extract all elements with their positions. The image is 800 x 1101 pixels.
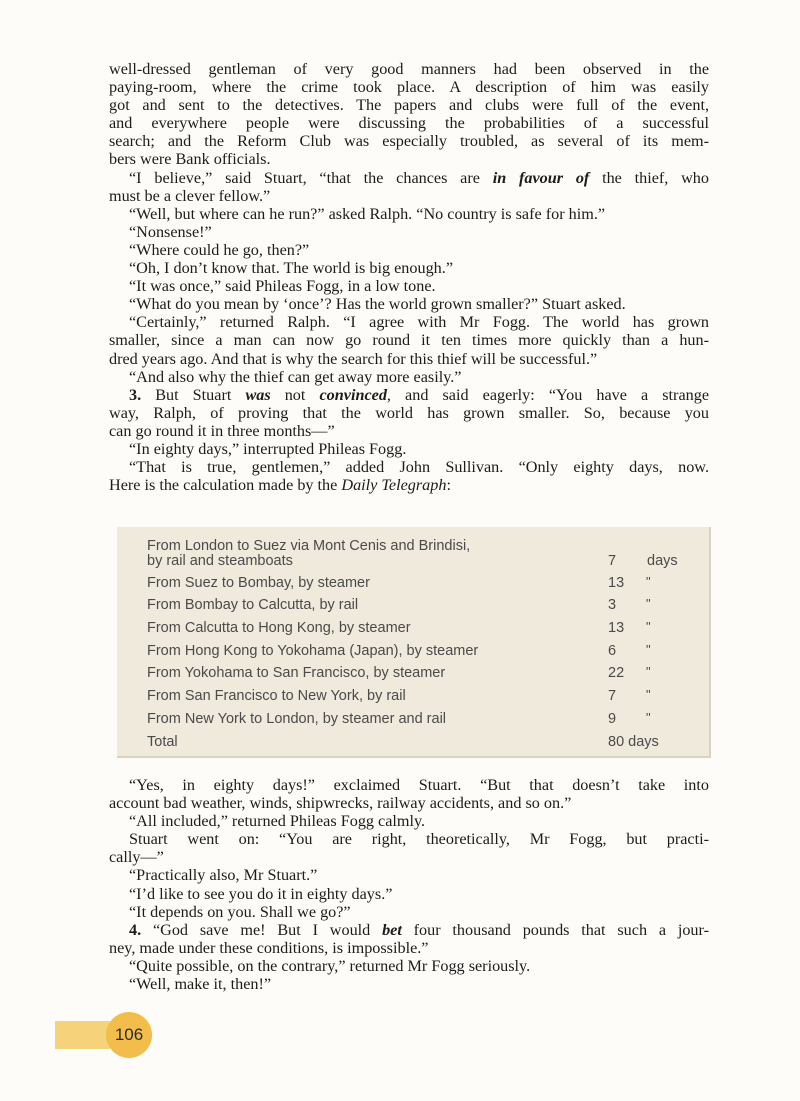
text-line: search; and the Reform Club was especially troubled, as several of its mem- <box>109 132 709 151</box>
route-cell: From Suez to Bombay, by steamer <box>147 575 370 591</box>
text-line: smaller, since a man can now go round it ten times more quickly than a hun- <box>109 331 709 350</box>
route-cell: From New York to London, by steamer and rail <box>147 711 447 727</box>
text-line: “In eighty days,” interrupted Phileas Fogg. <box>129 439 407 458</box>
days-cell: 6 <box>608 643 617 659</box>
text-line: “Certainly,” returned Ralph. “I agree with Mr Fogg. The world has grown <box>129 313 709 332</box>
text-line: “Oh, I don’t know that. The world is big enough.” <box>129 259 454 278</box>
text-line: “All included,” returned Phileas Fogg calmly. <box>129 812 426 831</box>
total-label: Total <box>147 734 178 750</box>
text-line: “I believe,” said Stuart, “that the chances are in favour of the thief, who <box>129 168 709 187</box>
text-line: 4. “God save me! But I would bet four thousand pounds that such a jour- <box>129 920 709 939</box>
days-cell: 7 <box>608 553 617 569</box>
text-line: Stuart went on: “You are right, theoretically, Mr Fogg, but practi- <box>129 830 709 849</box>
text-line: ney, made under these conditions, is impossible.” <box>109 938 429 957</box>
days-cell: 3 <box>608 597 617 613</box>
days-cell: 22 <box>608 665 625 681</box>
route-cell: From Bombay to Calcutta, by rail <box>147 597 359 613</box>
text-line: “Quite possible, on the contrary,” returned Mr Fogg seriously. <box>129 956 531 975</box>
emphasis: bet <box>382 920 402 939</box>
text-line: “Practically also, Mr Stuart.” <box>129 866 318 885</box>
days-cell: 13 <box>608 620 625 636</box>
days-cell: 13 <box>608 575 625 591</box>
unit-cell: " <box>646 710 651 725</box>
unit-cell: " <box>646 574 651 589</box>
text-line: “It was once,” said Phileas Fogg, in a low tone. <box>129 277 436 296</box>
emphasis: convinced <box>319 385 387 404</box>
total-value: 80 days <box>608 734 659 750</box>
text-line: “Yes, in eighty days!” exclaimed Stuart. “But that doesn’t take into <box>129 776 709 794</box>
route-cell: From London to Suez via Mont Cenis and Brindisi, <box>147 538 471 554</box>
text-line: “And also why the thief can get away more easily.” <box>129 367 462 386</box>
unit-cell: " <box>646 619 651 634</box>
route-cell: From Calcutta to Hong Kong, by steamer <box>147 620 411 636</box>
unit-cell: days <box>647 553 678 569</box>
emphasis: in favour of <box>492 168 590 187</box>
text-line: cally—” <box>109 848 164 867</box>
text-line: bers were Bank officials. <box>109 150 271 169</box>
emphasis: was <box>245 385 271 404</box>
unit-cell: " <box>646 687 651 702</box>
text-line: dred years ago. And that is why the search for this thief will be successful.” <box>109 349 598 368</box>
text-line: “Well, but where can he run?” asked Ralph. “No country is safe for him.” <box>129 204 606 223</box>
text-line: “Well, make it, then!” <box>129 975 272 994</box>
section-number: 3. <box>129 385 142 404</box>
text-column <box>109 60 709 494</box>
text-line: way, Ralph, of proving that the world has grown smaller. So, because you <box>109 403 709 422</box>
text-line: got and sent to the detectives. The papers and clubs were full of the event, <box>109 96 709 115</box>
newspaper-name: Daily Telegraph <box>341 476 447 495</box>
text-line: “That is true, gentlemen,” added John Sullivan. “Only eighty days, now. <box>129 458 709 477</box>
text-line: well-dressed gentleman of very good manners had been observed in the <box>109 60 709 78</box>
text-line: Here is the calculation made by the Daily Telegraph: <box>109 476 451 495</box>
text-line: “Nonsense!” <box>129 222 212 241</box>
text-line: “It depends on you. Shall we go?” <box>129 902 351 921</box>
route-cell: From Yokohama to San Francisco, by steamer <box>147 665 446 681</box>
text-line: can go round it in three months—” <box>109 421 335 440</box>
route-cell: From San Francisco to New York, by rail <box>147 688 406 704</box>
unit-cell: " <box>646 642 651 657</box>
text-line: must be a clever fellow.” <box>109 186 271 205</box>
text-line: paying-room, where the crime took place. A description of him was easily <box>109 78 709 97</box>
text-line: account bad weather, winds, shipwrecks, railway accidents, and so on.” <box>109 794 572 813</box>
text-line: “Where could he go, then?” <box>129 240 310 259</box>
text-column-lower <box>109 776 709 993</box>
footer-accent-bar <box>55 1021 110 1049</box>
days-cell: 9 <box>608 711 617 727</box>
route-cell: From Hong Kong to Yokohama (Japan), by steamer <box>147 643 479 659</box>
text-line: “I’d like to see you do it in eighty days.” <box>129 884 393 903</box>
itinerary-table <box>117 527 711 758</box>
unit-cell: " <box>646 664 651 679</box>
days-cell: 7 <box>608 688 617 704</box>
page-number: 106 <box>106 1012 152 1058</box>
text-line: “What do you mean by ‘once’? Has the world grown smaller?” Stuart asked. <box>129 295 626 314</box>
route-cell: by rail and steamboats <box>147 553 293 569</box>
text-line: 3. But Stuart was not convinced, and said eagerly: “You have a strange <box>129 385 709 404</box>
unit-cell: " <box>646 596 651 611</box>
section-number: 4. <box>129 920 142 939</box>
text-line: and everywhere people were discussing the probabilities of a successful <box>109 114 709 133</box>
